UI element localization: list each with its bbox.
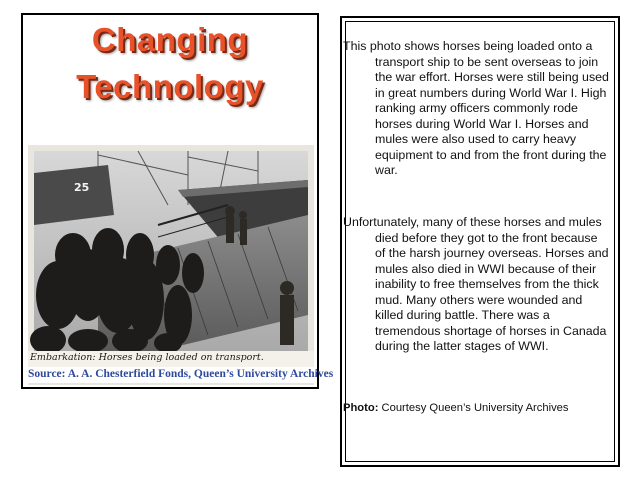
paragraph-1-text: This photo shows horses being loaded onto a transport ship to be sent overseas to join the war effort. Horses were still being used in great numbers during World War I. High ranking army officers commonly rode horses during World War I. Horses and mules were also used to carry heavy equipment to and from the front during the war. (343, 39, 609, 177)
ship-hull-left (34, 165, 114, 225)
photo-illustration (28, 145, 334, 385)
photo-source-bar (28, 367, 334, 383)
photo-credit-label: Photo: (343, 402, 379, 414)
photo-credit (343, 402, 613, 414)
hull-number: 25 (74, 181, 90, 194)
photo-handwritten-caption: Embarkation: Horses being loaded on transport. (30, 352, 264, 363)
photo-credit-text: Courtesy Queen’s University Archives (378, 402, 569, 414)
paragraph-2-text: Unfortunately, many of these horses and mules died before they got to the front because of the harsh journey overseas. Horses and mules also died in WWI because of their inability to free themselves from the thick mud. Many others were wounded and killed during battle. There was a tremendous shortage of horses in Canada during the latter stages of WWI. (343, 215, 609, 353)
title-line-1: Changing (91, 21, 249, 58)
photo-source: Source: A. A. Chesterfield Fonds, Queen’s University Archives (28, 368, 334, 380)
paragraph-2 (343, 215, 611, 355)
title-line-2: Technology (76, 68, 264, 105)
slide-title (21, 16, 319, 110)
historical-photo (28, 145, 334, 385)
paragraph-1 (343, 39, 611, 179)
